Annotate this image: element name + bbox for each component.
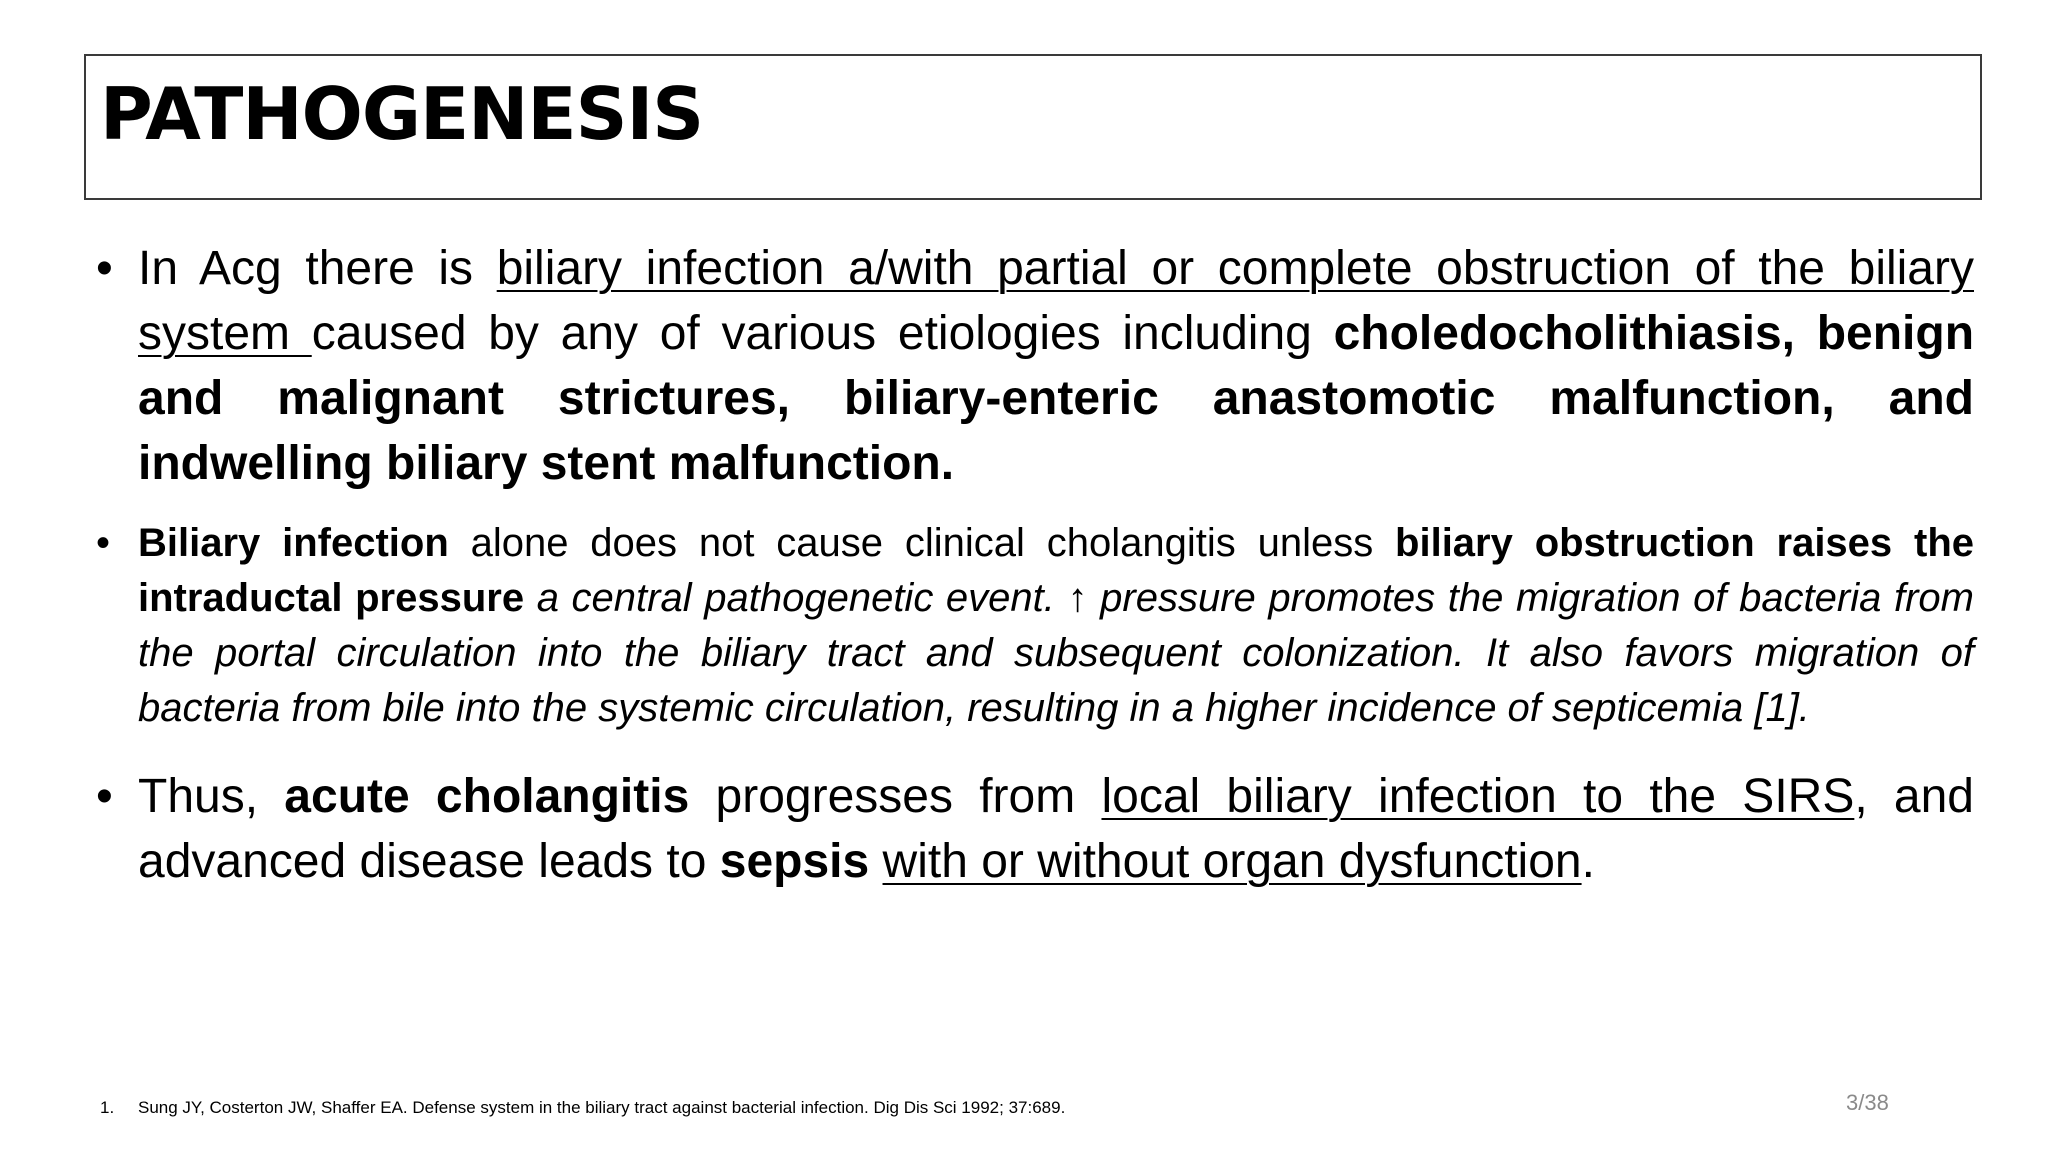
slide-title: PATHOGENESIS	[100, 72, 704, 156]
bullet-3-underlined-1: local biliary infection to the SIRS	[1101, 770, 1855, 823]
title-box	[84, 54, 1982, 200]
footnote	[100, 1097, 1065, 1119]
bullet-etiology	[138, 236, 1974, 496]
bullet-list	[138, 236, 1974, 894]
bullet-2-bold-1: Biliary infection	[138, 521, 449, 565]
bullet-2-italic: a central pathogenetic event. ↑ pressure promotes the migration of bacteria from the portal circulation into the biliary tract and subsequent colonization. It also favors migration of bacteria from bile into the systemic circulation, resulting in a higher incidence of septicemia [1].	[138, 576, 1974, 730]
bullet-3-bold-1: acute cholangitis	[284, 770, 690, 823]
bullet-1-text-2: caused by any of various etiologies including	[311, 307, 1334, 360]
bullet-1-text: In Acg there is	[138, 242, 497, 295]
bullet-3-bold-2: sepsis	[719, 835, 870, 888]
footnote-number: 1.	[100, 1098, 115, 1117]
bullet-3-text-5: .	[1581, 835, 1595, 888]
bullet-3-text-4	[869, 835, 882, 888]
footnote-text: Sung JY, Costerton JW, Shaffer EA. Defense system in the biliary tract against bacterial infection. Dig Dis Sci 1992; 37:689.	[138, 1098, 1066, 1117]
page-number: 3/38	[1846, 1090, 1889, 1115]
bullet-1-bold: choledocholithiasis, benign and malignant strictures, biliary-enteric anastomotic malfunction, and indwelling biliary stent malfunction.	[138, 307, 1975, 490]
bullet-2-bold-2: biliary obstruction raises the intraductal pressure	[138, 521, 1974, 620]
bullet-intraductal-pressure	[138, 516, 1974, 736]
bullet-3-text-2: progresses from	[689, 770, 1102, 823]
bullet-3-text-1: Thus,	[138, 770, 285, 823]
bullet-3-text-3: , and advanced disease leads to	[138, 770, 1975, 888]
bullet-progression	[138, 764, 1974, 894]
bullet-3-underlined-2: with or without organ dysfunction	[882, 835, 1582, 888]
bullet-1-underlined: biliary infection a/with partial or complete obstruction of the biliary system	[138, 242, 1974, 360]
bullet-2-text: alone does not cause clinical cholangitis unless	[448, 521, 1396, 565]
